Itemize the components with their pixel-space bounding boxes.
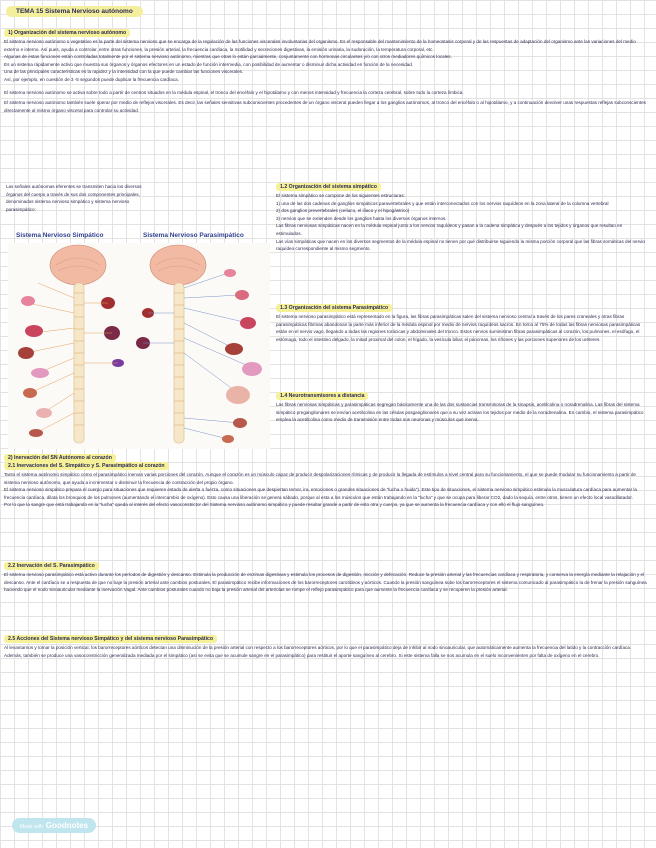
parasympathetic-label: Sistema Nervioso Parasimpático: [143, 232, 244, 239]
nervous-system-illustration: [8, 243, 270, 449]
paragraph: El sistema simpático se compone de los siguientes estructuras:: [276, 193, 405, 198]
paragraph: 1) una de las dos cadenas de ganglios simpáticos paravertebrales y que están interconectados con los nervios raquídeos en la zona lateral de la columna vertebral: [276, 200, 609, 206]
paragraph: El sistema nervioso parasimpático está representado en la figura, las fibras parasimpáticas salen del sistema nervioso central a través de los pares craneales y otras fibras parasimpáticas fibrinas abandonan la parte más inferior de la médula espinal por medio de nervios raquídeos sacros. En torno al 75% de todas las fibras nerviosas parasimpáticas están en el nervio vago, llegando a todas las regiones torácicas y abdominales del tronco. Estos nervios suministran fibras parasimpáticas al corazón, los pulmones, el esófago, el estómago, todo el intestino delgado, la mitad proximal del colon, el hígado, la vesícula biliar, el páncreas, los riñones y las porciones superiores de los uréteres.: [276, 314, 641, 342]
paragraph: 3) nervios que se extienden desde los ganglios hasta los diversos órganos internos.: [276, 215, 447, 221]
section-organizacion: [4, 29, 648, 114]
paragraph: Algunas de estas funciones están controladas totalmente por el sistema nervioso autónomo, mientras que otras lo están parcialmente, conjuntamente con hormonas circulantes y/o con otros mediadores químicos locales.: [4, 54, 452, 60]
section-heading: 1.3 Organización del sistema Parasimpático: [276, 304, 392, 312]
section-heading: 2.2 Inervación del S. Parasimpático: [4, 562, 99, 570]
paragraph: El sistema nervioso autónomo se activa sobre todo a partir de centros situados en la médula espinal, el tronco del encéfalo y el hipotálamo y con menos intensidad y frecuencia la corteza cerebral, sobre todo la corteza límbica.: [4, 89, 464, 95]
section-inervacion-parasimpatico: [4, 562, 648, 594]
paragraph: Al levantarnos y tomar la posición vertical, los barorreceptores aórticos detectan una disminución de la presión arterial con respecto a los barorreceptores aórticos, por lo que el parasimpático deja de inhibir al nodo sinoauricular, que automáticamente aumenta la frecuencia del latido y la contracción cardíaca. Además, también se produce una vasoconstricción generalizada mediada por el simpático (así se evita que se acumule sangre en el parasimpático) para restituir el aporte sanguíneo al cerebro. Si este sistema falla se nos acumula en el suelo inconvenientes por falta de oxígeno en el cerebro.: [4, 645, 632, 658]
paragraph: Las fibras nerviosas simpáticas nacen en la médula espinal junto a los nervios raquídeos y pasan a la cadena simpática y después a los tejidos y órganos que resultan en estimulados.: [276, 223, 623, 236]
paragraph: Las vías simpáticas que nacen en los diversos segmentos de la médula espinal no tienen por qué distribuirse siguiendo la misma porción corporal que las fibras somáticas del nervio raquídeo correspondiente al mismo segmento.: [276, 238, 645, 252]
section-heading: 2) Inervación del SN Autónomo al corazón: [4, 454, 116, 462]
paragraph: Por lo que la sangre que está trabajando en la "lucha" queda al interés del efecto vasoconstrictor del Sistema nervioso autónomo simpático y puede resultar grande a partir de esto otra y cuerpo, ya que se aumenta la frecuencia cardíaca y con ello el flujo sanguíneo.: [4, 502, 545, 508]
section-simpatico: [276, 183, 648, 253]
section-heading: 1.4 Neurotransmisores a distancia: [276, 392, 368, 400]
section-neurotransmisores: [276, 392, 648, 424]
section-heading: 2.5 Acciones del Sistema nervioso Simpático y del sistema nervioso Parasimpático: [4, 635, 217, 643]
paragraph: Tanto el sistema autónomo simpático como el parasimpático inervan varias porciones del corazón. Aunque el corazón es un músculo capaz de producir despolarizaciones rítmicas y de producir la llegada de estímulos a nivel central para su funcionamiento, el que se puede modular su funcionamiento a partir de sistema nervioso autónomo, que ayuda a incrementar o disminuir la frecuencia de contracción del propio órgano.: [4, 472, 636, 485]
paragraph: El sistema nervioso simpático prepara el cuerpo para situaciones que requieren estado de alerta o fuerza, como situaciones que despiertan temor, ira, emociones o grandes situaciones de "lucha o huida"). Este tipo de situaciones, el sistema nervioso simpático estimula la musculatura cardíaca para aumentar la frecuencia cardíaca, dilata los bronquios de los pulmones (aumentando el intercambio de oxígeno). Esto causa una liberación se genera sábado, porque al esta a los músculos que están trabajando en la "lucha" y que se ocupa para liberar CO2, dado la sequía, entre otros, tienen un efecto local vasodilatador.: [4, 487, 637, 500]
paragraph: Así, por ejemplo, en cuestión de 3 -5 segundos puede duplicar la frecuencia cardíaca.: [4, 76, 179, 82]
section-acciones: [4, 635, 648, 659]
section-subheading: 2.1 Inervaciones del S. Simpático y S. Parasimpático al corazón: [4, 462, 169, 470]
page-title: TEMA 15 Sistema Nervioso autónomo: [6, 6, 143, 17]
figure-intro: Las señales autónomas eferentes se transmiten hacia los diversos órganos del cuerpo a través de sus dos componentes principales, denominados sistema nervioso simpático y sistema nervioso parasimpático:: [6, 184, 142, 212]
paragraph: El sistema nervioso parasimpático está activo durante los períodos de digestión y descanso. Estimula la producción de enzimas digestivas y estimula los procesos de digestión, micción y defecación. Reduce la presión arterial y las frecuencias cardíaca y respiratoria, y conserva la energía mediante la relajación y el descanso. Ante el cardíaco se a respuesta de que no baje la presión arterial ante cambios posturales. El parasimpático recibe informaciones de los barorreceptores carotídeos y aórticos. Cuando la presión sanguínea sube los barorreceptores el sistema comunicado al parasimpático la de frenar la presión sanguínea haciendo que el nodo sinoauricular mediante la inervación Vagal. Ante cambios posturales cuando no baja la presión arterial del arteriolas se rompe el reflejo parasimpático para que aumente la frecuencia cardíaca y se recuperen la presión arterial.: [4, 572, 647, 593]
paragraph: El sistema nervioso autónomo también suele operar por medio de reflejos viscerales. Es decir, las señales sensitivas subconscientes procedentes de un órgano visceral pueden llegar a los ganglios autónomos, al tronco del encéfalo o al hipotálamo, y a continuación devolver unas respuestas reflejas subconscientes directamente al mismo órgano visceral para controlar su actividad.: [4, 100, 646, 113]
goodnotes-watermark: Made with Goodnotes: [12, 818, 96, 833]
paragraph: 2) dos ganglios prevertebrales (celíaco, el ilíaco y el hipogástrico): [276, 208, 410, 214]
anatomy-diagram: [8, 243, 270, 449]
paragraph: Es un sistema rápidamente activo que muestra sus órganos y órganos efectores en un estado de función intermedia, con posibilidad de aumentar o disminuir dicha actividad en función de la necesidad.: [4, 61, 414, 67]
section-heading: 1.2 Organización del sistema simpático: [276, 183, 381, 191]
section-heading: 1) Organización del sistema nervioso autónomo: [4, 29, 130, 37]
paragraph: El sistema nervioso autónomo o vegetativo es la parte del sistema nervioso que se encarga de la regulación de las funciones viscerales involuntarias del organismo. Es el responsable del mantenimiento de la homeostasis corporal y de las respuestas de adaptación del organismo ante las variaciones del medio externo e interno. Así pues, ayuda a controlar, entre otras funciones, la presión arterial, la frecuencia cardíaca, la motilidad y secreciones digestivas, la emisión urinaria, la sudoración, la temperatura corporal, etc.: [4, 39, 636, 52]
section-corazon: [4, 454, 648, 509]
paragraph: Una de las principales características es la rapidez y la intensidad con la que puede cambiar las funciones viscerales.: [4, 69, 244, 75]
section-parasimpatico: [276, 304, 648, 343]
paragraph: Las fibras nerviosas simpáticas y parasimpáticas segregan básicamente una de las dos sustancias transmisoras de la sinapsis, acetilcolina o noradrenalina. Las fibras del sistema simpático preganglionares se envían acetilcolina en las células posganglionares que a su vez activan los tejidos por medio de la noradrenalina. En cambio, el sistema parasimpático emplea la acetilcolina como medio de transmisión entre todas sus neuronas y músculos que inerva.: [276, 402, 644, 423]
sympathetic-label: Sistema Nervioso Simpático: [16, 232, 104, 239]
